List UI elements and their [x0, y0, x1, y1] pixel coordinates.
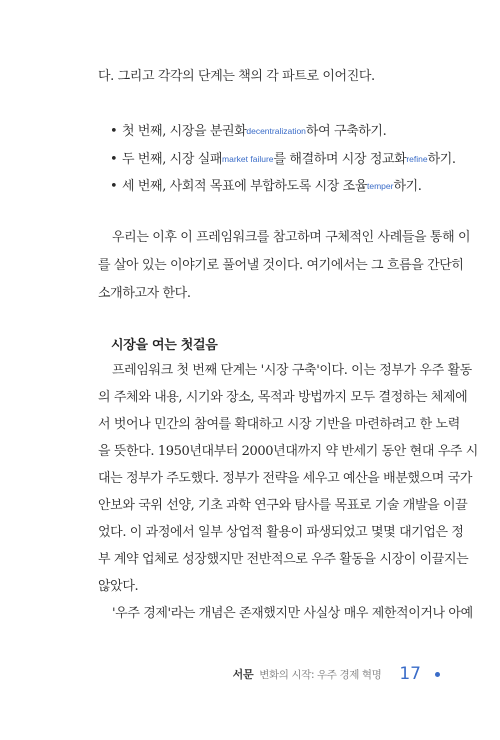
- bullet-text: 하여 구축하기.: [305, 124, 387, 139]
- paragraph-line: 대는 정부가 주도했다. 정부가 전략을 세우고 예산을 배분했으며 국가: [98, 471, 473, 486]
- bullet-text: 하기.: [393, 179, 422, 194]
- page-number: 17: [399, 664, 421, 684]
- bullet-item-1: [110, 122, 386, 141]
- bullet-text: 를 해결하며 시장 정교화: [273, 152, 407, 167]
- paragraph-line: 부 계약 업체로 성장했지만 전반적으로 우주 활동을 시장이 이끌지는: [98, 552, 469, 567]
- paragraph-line: 를 살아 있는 이야기로 풀어낼 것이다. 여기에서는 그 흐름을 간단히: [98, 258, 464, 273]
- bullet-dot-icon: •: [110, 179, 118, 194]
- bullet-text: 하기.: [427, 152, 456, 167]
- bullet-dot-icon: •: [110, 124, 118, 139]
- bullet-item-2: [110, 150, 456, 169]
- english-term: refine: [406, 154, 428, 164]
- footer-section-label: 서문: [232, 668, 254, 681]
- english-term: market failure: [222, 154, 274, 164]
- english-term: temper: [366, 181, 394, 191]
- paragraph-line: 않았다.: [98, 579, 139, 594]
- paragraph-line: 서 벗어나 민간의 참여를 확대하고 시장 기반을 마련하려고 한 노력: [98, 417, 460, 432]
- page-footer: [233, 663, 440, 685]
- footer-chapter-title: 변화의 시작: 우주 경제 혁명: [259, 668, 382, 681]
- paragraph-line: 을 뜻한다. 1950년대부터 2000년대까지 약 반세기 동안 현대 우주 시: [98, 444, 478, 459]
- bullet-text: 세 번째, 사회적 목표에 부합하도록 시장 조율: [122, 179, 367, 194]
- paragraph-line: 었다. 이 과정에서 일부 상업적 활용이 파생되었고 몇몇 대기업은 정: [98, 525, 464, 540]
- paragraph-line: 소개하고자 한다.: [98, 286, 191, 301]
- bullet-dot-icon: •: [110, 152, 118, 167]
- bullet-item-3: [110, 177, 422, 196]
- bullet-text: 첫 번째, 시장을 분권화: [122, 124, 247, 139]
- intro-line: 다. 그리고 각각의 단계는 책의 각 파트로 이어진다.: [98, 69, 375, 84]
- paragraph-line: '우주 경제'라는 개념은 존재했지만 사실상 매우 제한적이거나 아예: [112, 606, 473, 621]
- paragraph-line: 우리는 이후 이 프레임워크를 참고하며 구체적인 사례들을 통해 이: [112, 230, 471, 245]
- paragraph-line: 프레임워크 첫 번째 단계는 '시장 구축'이다. 이는 정부가 우주 활동: [112, 363, 472, 378]
- page-dot-icon: [435, 672, 440, 677]
- bullet-text: 두 번째, 시장 실패: [122, 152, 223, 167]
- paragraph-line: 안보와 국위 선양, 기초 과학 연구와 탐사를 목표로 기술 개발을 이끌: [98, 498, 468, 513]
- english-term: decentralization: [246, 126, 306, 136]
- paragraph-line: 의 주체와 내용, 시기와 장소, 목적과 방법까지 모두 결정하는 체제에: [98, 390, 468, 405]
- section-heading: 시장을 여는 첫걸음: [111, 338, 218, 353]
